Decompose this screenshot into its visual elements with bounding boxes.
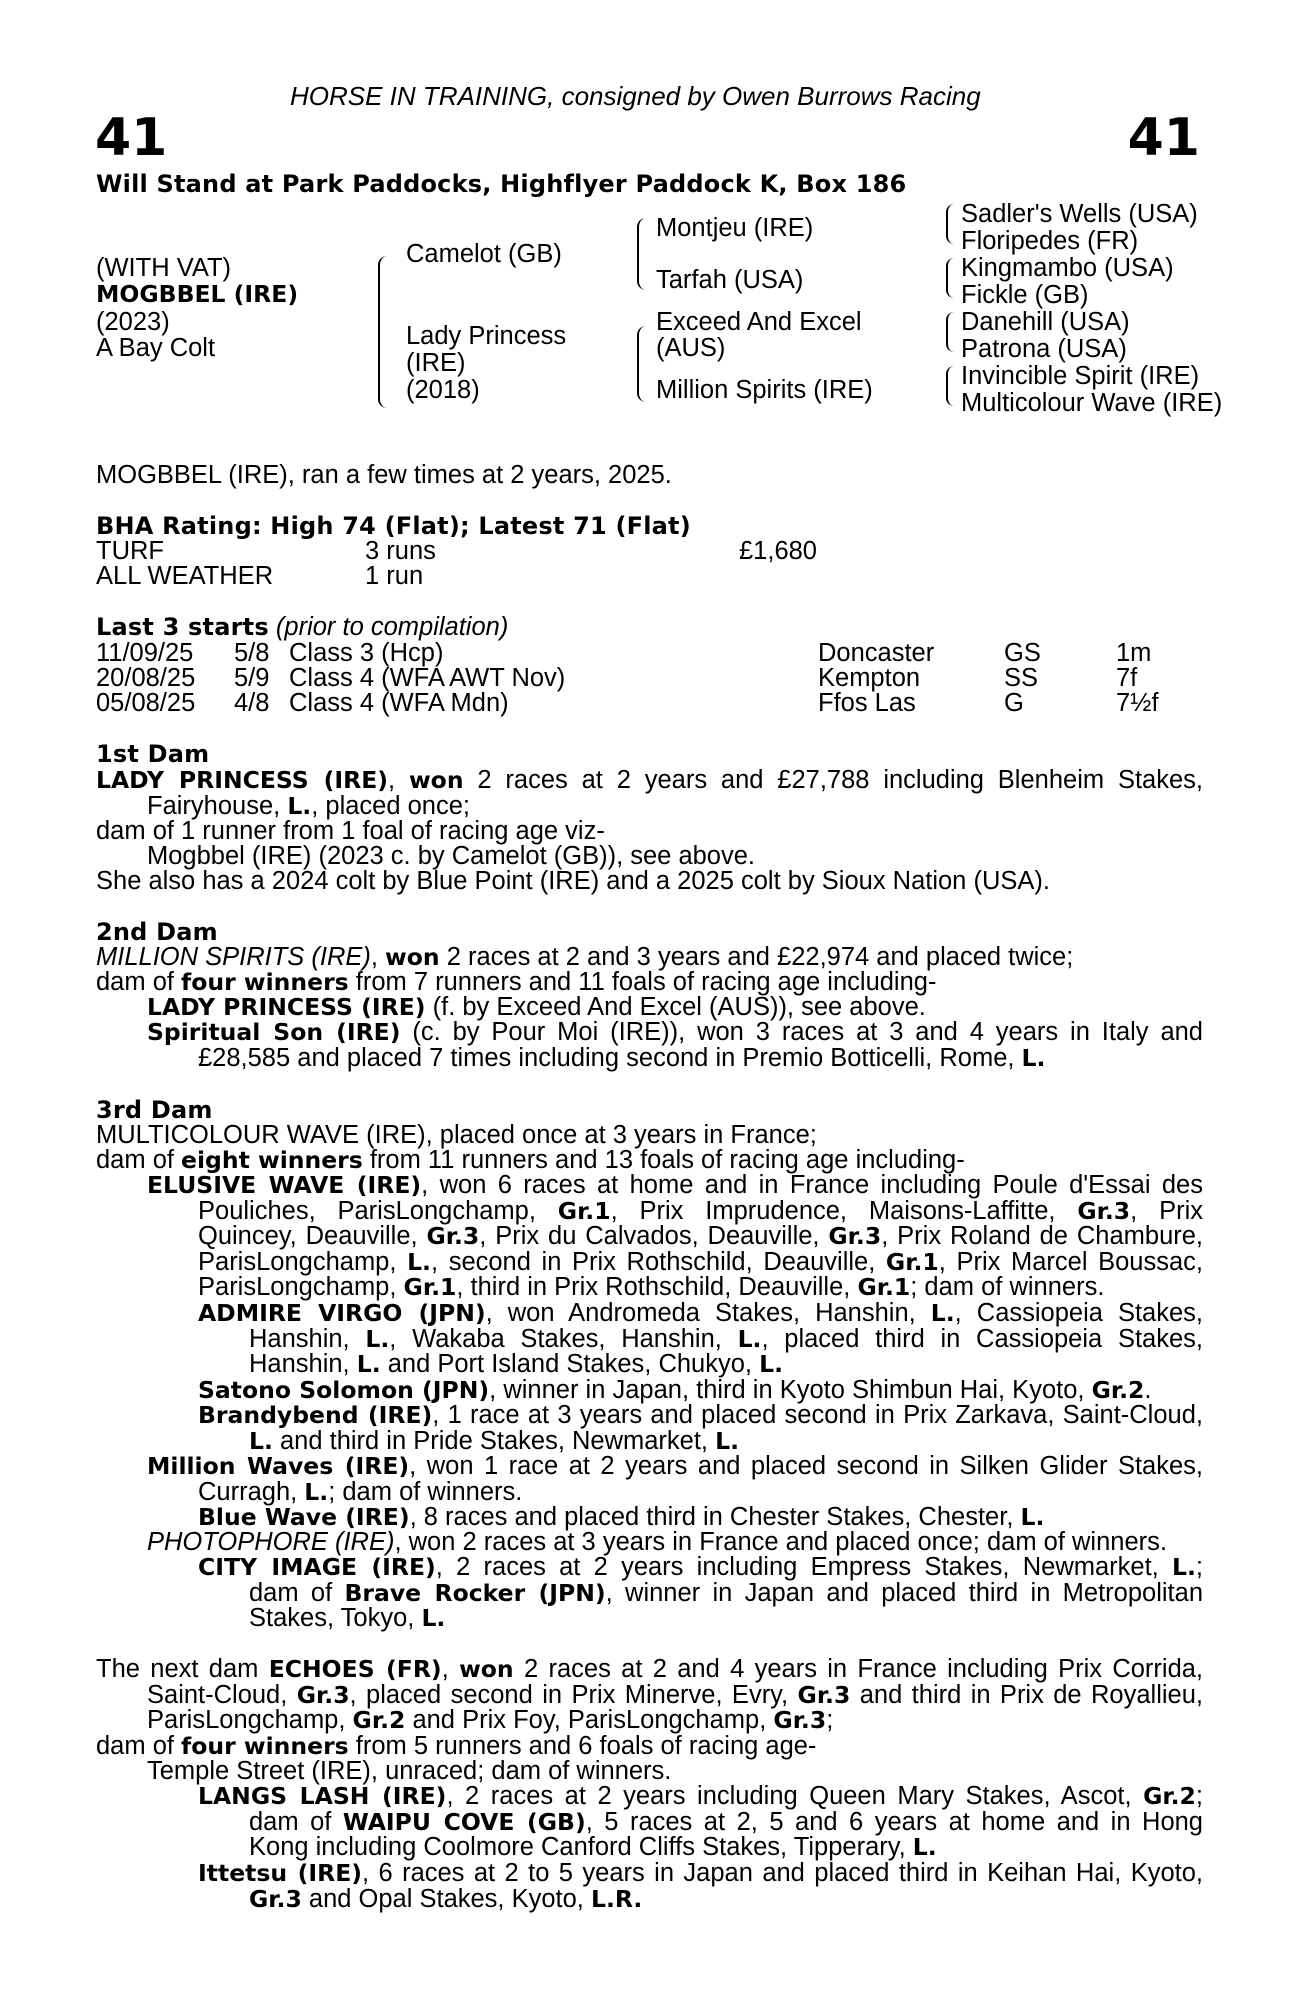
listed-label: L. — [930, 1299, 955, 1327]
text: (c. by Pour Moi (IRE)), won 3 races at 3 and 4 years in Italy and — [400, 1018, 1203, 1046]
listed-label: L. — [365, 1324, 390, 1353]
rating-earnings: £1,680 — [739, 537, 817, 565]
start-distance: 1m — [1116, 639, 1152, 667]
dam2-line1: MILLION SPIRITS (IRE), won 2 races at 2 and 3 years and £22,974 and placed twice; — [96, 943, 1074, 971]
dam2-heading: 2nd Dam — [96, 918, 218, 946]
offspring-name: PHOTOPHORE (IRE) — [147, 1528, 395, 1556]
pedigree-gg-sire-1: Sadler's Wells (USA) — [961, 200, 1198, 228]
horse-year: (2023) — [96, 308, 170, 336]
text: , Prix — [1130, 1196, 1203, 1225]
text: dam of — [96, 1732, 182, 1760]
listed-label: L. — [1021, 1043, 1046, 1072]
text: ; dam of winners. — [328, 1477, 523, 1506]
last-starts-heading — [96, 615, 508, 641]
dam1-offspring: Mogbbel (IRE) (2023 c. by Camelot (GB)), see above. — [147, 842, 756, 870]
pedigree-brace-gg4-lower — [946, 386, 954, 406]
text: , winner in Japan and placed third in Metropolitan — [605, 1578, 1203, 1607]
text: Quincey, Deauville, — [198, 1222, 427, 1251]
dam3-million-waves — [147, 1454, 1203, 1505]
text: , 1 race at 3 years and placed second in Prix Zarkava, Saint-Cloud, — [432, 1401, 1203, 1429]
next-dam-paragraph: The next dam ECHOES (FR), won 2 races at 2 and 4 years in France including Prix Corrida, Saint-Cloud, Gr.3, placed second in Prix Minerve, Evry, Gr.3 and third in Prix de Royallieu, ParisLongchamp, Gr.2 and Prix Foy, ParisLongchamp, Gr.3; — [96, 1655, 1204, 1735]
grade-label: Gr.1 — [885, 1247, 939, 1276]
start-race: Class 4 (WFA Mdn) — [289, 689, 509, 717]
pedigree-brace-dam-lower — [637, 360, 646, 402]
start-position: 4/8 — [234, 689, 270, 717]
text: and third in Prix de Royallieu, — [850, 1680, 1203, 1709]
next-dam-temple-street: Temple Street (IRE), unraced; dam of winners. — [147, 1757, 672, 1785]
dam3-city-image — [198, 1555, 1203, 1632]
pedigree-dam-line1: Lady Princess — [406, 322, 567, 350]
rating-surface: ALL WEATHER — [96, 562, 274, 590]
next-dam-name: ECHOES (FR) — [268, 1655, 442, 1683]
text: , won 1 race at 2 years and placed second in Silken Glider Stakes, — [409, 1452, 1203, 1480]
rating-runs: 3 runs — [365, 537, 436, 565]
start-date: 05/08/25 — [96, 689, 196, 717]
dam1-paragraph: LADY PRINCESS (IRE), won 2 races at 2 years and £27,788 including Blenheim Stakes, Fairyhouse, L., placed once; — [96, 766, 1203, 820]
pedigree-brace-lower — [378, 326, 388, 408]
text: dam of — [249, 1807, 343, 1836]
pedigree-sire: Camelot (GB) — [406, 240, 562, 268]
start-date: 11/09/25 — [96, 639, 194, 667]
text: (f. by Exceed And Excel (AUS)), see above. — [425, 993, 926, 1021]
pedigree-brace-gg2-upper — [946, 258, 954, 278]
dam3-line2 — [96, 1148, 965, 1174]
listed-label: L. — [287, 791, 312, 820]
text: Hanshin, — [249, 1324, 366, 1353]
listed-label: L. — [249, 1426, 273, 1455]
text: The next dam — [96, 1655, 269, 1683]
lot-number-right: 41 — [1127, 108, 1200, 168]
text: , placed once; — [311, 791, 470, 820]
won-label: won — [385, 943, 440, 971]
listed-label: L. — [421, 1604, 446, 1633]
dam1-name: LADY PRINCESS (IRE) — [96, 766, 389, 794]
start-going: GS — [1004, 639, 1041, 667]
grade-label: Gr.3 — [1077, 1196, 1131, 1225]
text: and third in Pride Stakes, Newmarket, — [272, 1426, 716, 1455]
start-position: 5/8 — [234, 639, 270, 667]
pedigree-brace-gg4-upper — [946, 366, 954, 386]
text: dam of — [96, 1146, 182, 1174]
text: , won 2 races at 3 years in France and placed once; dam of winners. — [394, 1528, 1167, 1556]
next-dam-ittetsu — [198, 1861, 1203, 1912]
dam3-elusive-wave — [147, 1173, 1203, 1301]
dam2-spiritual-son — [147, 1020, 1203, 1071]
grade-label: Gr.2 — [352, 1706, 406, 1735]
text: Hanshin, — [249, 1350, 357, 1379]
grade-label: Gr.2 — [1143, 1782, 1196, 1810]
pedigree-brace-gg2-lower — [946, 278, 954, 298]
grade-label: Gr.3 — [249, 1884, 302, 1913]
dam3-satono-solomon: Satono Solomon (JPN), winner in Japan, third in Kyoto Shimbun Hai, Kyoto, Gr.2. — [198, 1376, 1152, 1404]
text: , won Andromeda Stakes, Hanshin, — [485, 1299, 931, 1327]
last-starts-note: (prior to compilation) — [275, 613, 509, 641]
listed-label: L. — [1020, 1503, 1045, 1531]
pedigree-sire-sire: Montjeu (IRE) — [656, 214, 814, 242]
pedigree-sire-dam: Tarfah (USA) — [656, 266, 804, 294]
text: , third in Prix Rothschild, Deauville, — [456, 1273, 858, 1302]
text: , Cassiopeia Stakes, — [954, 1299, 1204, 1327]
pedigree-gg-sire-2: Kingmambo (USA) — [961, 254, 1174, 282]
pedigree-brace-gg3-upper — [946, 312, 954, 332]
horse-name: MOGBBEL (IRE) — [96, 280, 299, 308]
pedigree-brace-gg1-lower — [946, 224, 954, 244]
dam1-runners: dam of 1 runner from 1 foal of racing age viz- — [96, 817, 605, 845]
start-course: Ffos Las — [818, 689, 916, 717]
text: ; dam of winners. — [910, 1273, 1105, 1302]
text: Kong including Coolmore Canford Cliffs Stakes, Tipperary, — [249, 1833, 913, 1862]
start-going: SS — [1004, 664, 1039, 692]
rating-surface: TURF — [96, 537, 164, 565]
text: , Prix Marcel Boussac, — [938, 1247, 1204, 1276]
text: from 5 runners and 6 foals of racing age- — [348, 1732, 817, 1760]
offspring-name: Spiritual Son (IRE) — [147, 1018, 401, 1046]
listed-label: L.R. — [590, 1884, 643, 1913]
listed-label: L. — [407, 1247, 431, 1276]
text: from 11 runners and 13 foals of racing age including- — [362, 1146, 965, 1174]
offspring-name: ADMIRE VIRGO (JPN) — [198, 1299, 486, 1327]
text: and Prix Foy, ParisLongchamp, — [405, 1706, 774, 1735]
text: Pouliches, ParisLongchamp, — [198, 1196, 558, 1225]
next-dam-winners — [96, 1734, 816, 1760]
offspring-name: Satono Solomon (JPN) — [198, 1376, 490, 1404]
winners-count: four winners — [181, 1732, 349, 1760]
text: from 7 runners and 11 foals of racing age including- — [348, 968, 937, 996]
listed-label: L. — [1172, 1553, 1196, 1581]
text: Fairyhouse, — [147, 791, 288, 820]
pedigree-brace-gg1-upper — [946, 204, 954, 224]
rating-runs: 1 run — [365, 562, 424, 590]
won-label: won — [459, 1655, 514, 1683]
offspring-name: CITY IMAGE (IRE) — [198, 1553, 436, 1581]
text: 2 races at 2 and 4 years in France including Prix Corrida, — [513, 1655, 1204, 1683]
text: Stakes, Tokyo, — [249, 1604, 422, 1633]
offspring-name: Ittetsu (IRE) — [198, 1859, 362, 1887]
pedigree-dam-line2: (IRE) — [406, 349, 466, 377]
listed-label: L. — [715, 1426, 740, 1455]
offspring-name: WAIPU COVE (GB) — [342, 1807, 586, 1836]
start-distance: 7f — [1116, 664, 1138, 692]
offspring-name: Blue Wave (IRE) — [198, 1503, 410, 1531]
winners-count: eight winners — [181, 1146, 363, 1174]
race-summary: MOGBBEL (IRE), ran a few times at 2 years, 2025. — [96, 461, 672, 489]
next-dam-langs-lash: LANGS LASH (IRE), 2 races at 2 years including Queen Mary Stakes, Ascot, Gr.2; dam of WAIPU COVE (GB), 5 races at 2, 5 and 6 years at home and in Hong Kong including Coolmore Canford Cliffs Stakes, Tipperary, L. — [198, 1782, 1203, 1862]
winners-count: four winners — [181, 968, 349, 996]
dam3-brandybend — [198, 1403, 1203, 1454]
dam2-name: MILLION SPIRITS (IRE) — [96, 943, 371, 971]
text: , 8 races and placed third in Chester Stakes, Chester, — [409, 1503, 1021, 1531]
text: ParisLongchamp, — [147, 1706, 353, 1735]
start-date: 20/08/25 — [96, 664, 196, 692]
listed-label: L. — [737, 1324, 762, 1353]
pedigree-gg-dam-1: Floripedes (FR) — [961, 227, 1139, 255]
pedigree-dam-sire-line2: (AUS) — [656, 334, 726, 362]
text: £28,585 and placed 7 times including second in Premio Botticelli, Rome, — [198, 1043, 1022, 1072]
text: , Prix Roland de Chambure, — [881, 1222, 1204, 1251]
text: Saint-Cloud, — [147, 1680, 297, 1709]
text: Curragh, — [198, 1477, 305, 1506]
stand-location: Will Stand at Park Paddocks, Highflyer Paddock K, Box 186 — [96, 170, 907, 198]
listed-label: L. — [759, 1350, 784, 1379]
offspring-name: LANGS LASH (IRE) — [198, 1782, 447, 1810]
grade-label: Gr.3 — [773, 1706, 827, 1735]
offspring-name: LADY PRINCESS (IRE) — [147, 993, 426, 1021]
won-label: won — [408, 766, 464, 794]
offspring-name: ELUSIVE WAVE (IRE) — [147, 1171, 422, 1199]
grade-label: Gr.3 — [797, 1680, 851, 1709]
grade-label: Gr.1 — [557, 1196, 611, 1225]
pedigree-gg-dam-4: Multicolour Wave (IRE) — [961, 389, 1223, 417]
start-race: Class 3 (Hcp) — [289, 639, 444, 667]
dam1-note: She also has a 2024 colt by Blue Point (IRE) and a 2025 colt by Sioux Nation (USA). — [96, 867, 1050, 895]
grade-label: Gr.2 — [1091, 1376, 1145, 1404]
text: ; — [1195, 1553, 1203, 1581]
start-position: 5/9 — [234, 664, 270, 692]
text: , 6 races at 2 to 5 years in Japan and placed third in Keihan Hai, Kyoto, — [361, 1859, 1203, 1887]
text: and Opal Stakes, Kyoto, — [301, 1884, 591, 1913]
text: , won 6 races at home and in France including Poule d'Essai des — [421, 1171, 1203, 1199]
pedigree-gg-sire-4: Invincible Spirit (IRE) — [961, 362, 1200, 390]
horse-description: A Bay Colt — [96, 334, 216, 362]
pedigree-gg-dam-3: Patrona (USA) — [961, 335, 1127, 363]
pedigree-brace-upper — [378, 256, 388, 326]
text: , placed third in Cassiopeia Stakes, — [761, 1324, 1203, 1353]
dam2-line3 — [147, 995, 926, 1021]
pedigree-brace-sire-upper — [637, 218, 646, 250]
start-course: Kempton — [818, 664, 921, 692]
pedigree-dam-line3: (2018) — [406, 376, 480, 404]
page-header-title: HORSE IN TRAINING, consigned by Owen Burrows Racing — [290, 81, 981, 111]
offspring-name: Brave Rocker (JPN) — [344, 1578, 606, 1607]
dam3-blue-wave — [198, 1505, 1044, 1531]
text: , second in Prix Rothschild, Deauville, — [430, 1247, 886, 1276]
listed-label: L. — [304, 1477, 329, 1506]
text: , 5 races at 2, 5 and 6 years at home and in Hong — [585, 1807, 1203, 1836]
dam2-line2 — [96, 970, 936, 996]
grade-label: Gr.3 — [828, 1222, 882, 1251]
text: ParisLongchamp, — [198, 1273, 404, 1302]
text: 2 races at 2 years and £27,788 including Blenheim Stakes, — [463, 766, 1203, 794]
text: , 2 races at 2 years including Queen Mary Stakes, Ascot, — [446, 1782, 1144, 1810]
pedigree-gg-sire-3: Danehill (USA) — [961, 308, 1130, 336]
dam3-photophore — [147, 1530, 1167, 1556]
text: , 2 races at 2 years including Empress Stakes, Newmarket, — [435, 1553, 1172, 1581]
start-course: Doncaster — [818, 639, 935, 667]
listed-label: L. — [912, 1833, 937, 1862]
grade-label: Gr.1 — [857, 1273, 911, 1302]
start-distance: 7½f — [1116, 689, 1159, 717]
grade-label: Gr.3 — [296, 1680, 350, 1709]
bha-rating-title: BHA Rating: High 74 (Flat); Latest 71 (Flat) — [96, 512, 691, 540]
grade-label: Gr.1 — [403, 1273, 457, 1302]
text: and Port Island Stakes, Chukyo, — [380, 1350, 760, 1379]
pedigree-brace-sire-lower — [637, 250, 646, 290]
offspring-name: Brandybend (IRE) — [198, 1401, 433, 1429]
text: dam of — [249, 1578, 345, 1607]
pedigree-dam-dam: Million Spirits (IRE) — [656, 376, 873, 404]
pedigree-gg-dam-2: Fickle (GB) — [961, 281, 1089, 309]
lot-number-left: 41 — [95, 108, 168, 168]
offspring-name: Million Waves (IRE) — [147, 1452, 410, 1480]
text: dam of — [96, 968, 182, 996]
text: , placed second in Prix Minerve, Evry, — [349, 1680, 798, 1709]
text: ParisLongchamp, — [198, 1247, 408, 1276]
start-race: Class 4 (WFA AWT Nov) — [289, 664, 566, 692]
dam3-admire-virgo — [198, 1301, 1203, 1378]
text: , Wakaba Stakes, Hanshin, — [389, 1324, 738, 1353]
start-going: G — [1004, 689, 1024, 717]
dam3-line1: MULTICOLOUR WAVE (IRE), placed once at 3 years in France; — [96, 1121, 817, 1149]
last-starts-title: Last 3 starts — [96, 613, 269, 641]
text: , Prix Imprudence, Maisons-Laffitte, — [610, 1196, 1078, 1225]
text: , winner in Japan, third in Kyoto Shimbun Hai, Kyoto, — [489, 1376, 1092, 1404]
dam1-heading: 1st Dam — [96, 740, 210, 768]
grade-label: Gr.3 — [426, 1222, 480, 1251]
listed-label: L. — [356, 1350, 381, 1379]
horse-vat: (WITH VAT) — [96, 254, 232, 282]
text: 2 races at 2 and 3 years and £22,974 and placed twice; — [439, 943, 1074, 971]
pedigree-dam-sire-line1: Exceed And Excel — [656, 308, 862, 336]
text: , Prix du Calvados, Deauville, — [479, 1222, 829, 1251]
dam3-heading: 3rd Dam — [96, 1096, 213, 1124]
pedigree-brace-dam-upper — [637, 326, 646, 360]
pedigree-brace-gg3-lower — [946, 332, 954, 352]
